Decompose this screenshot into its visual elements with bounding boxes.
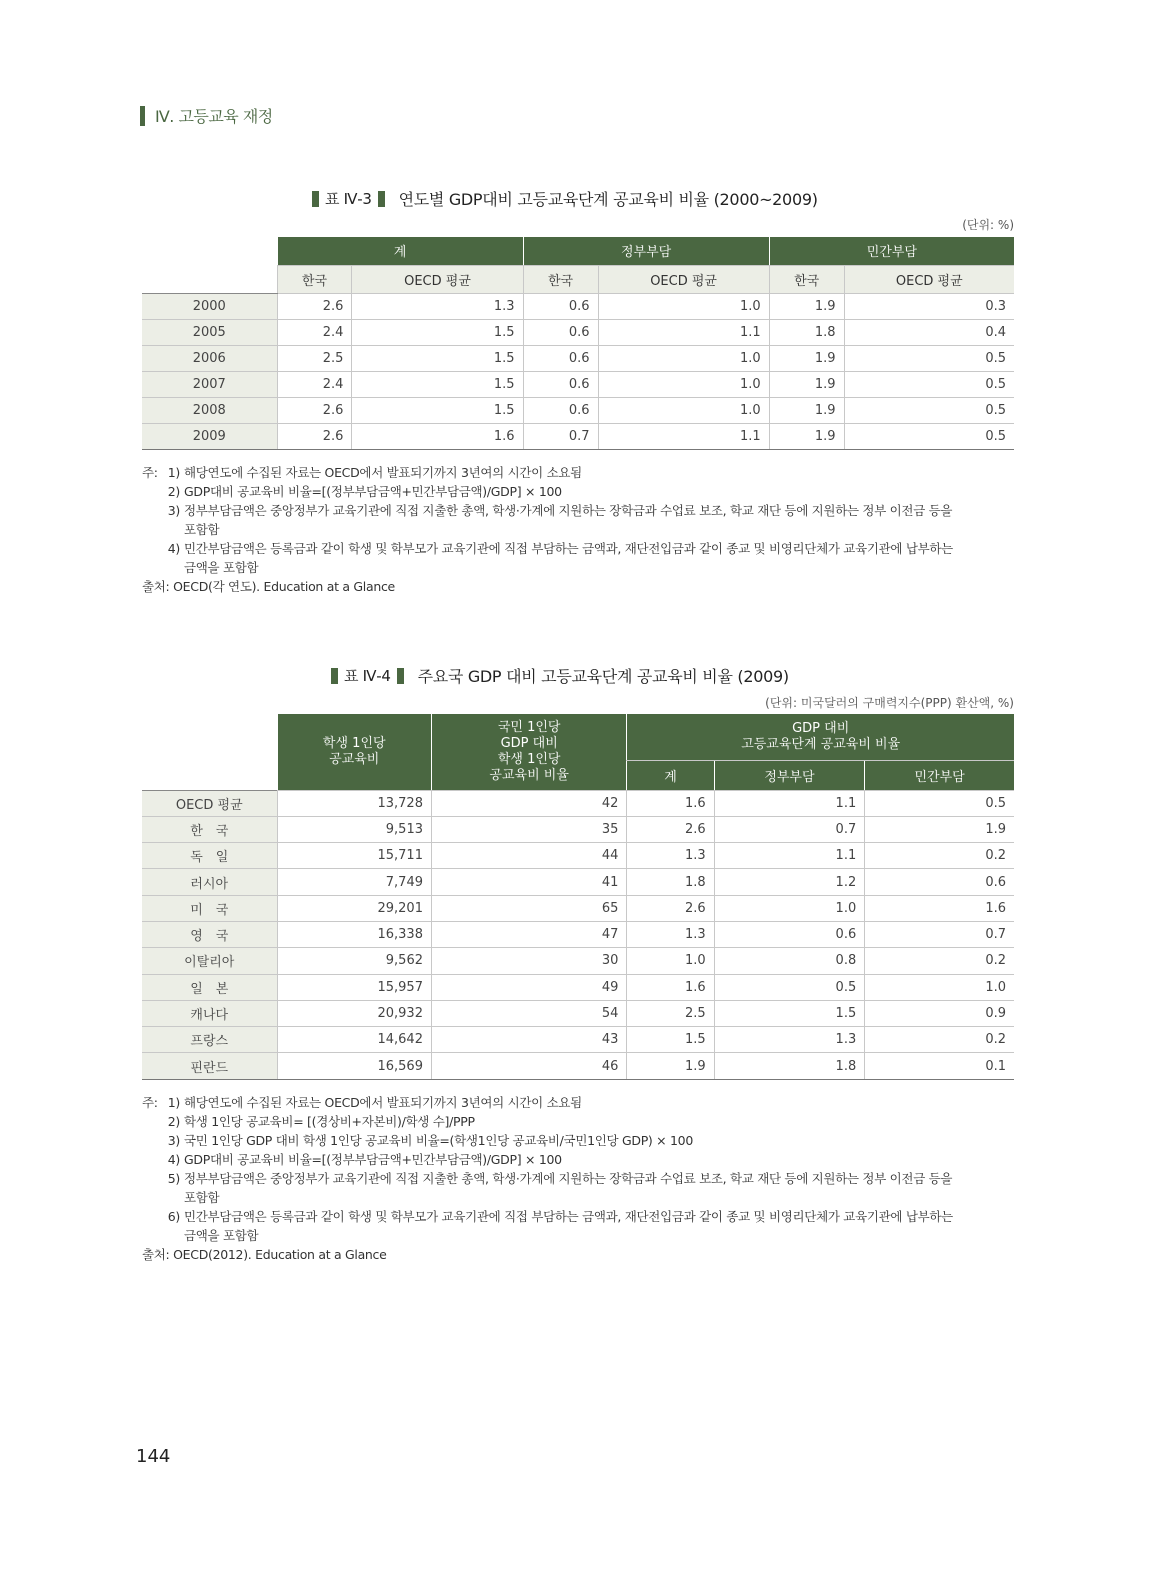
source-note: 출처: OECD(2012). Education at a Glance bbox=[142, 1247, 387, 1262]
table-cell: 1.1 bbox=[598, 319, 769, 345]
table-cell: 1.6 bbox=[627, 974, 714, 1000]
footnote-text: GDP대비 공교육비 비율=[(정부부담금액+민간부담금액)/GDP] × 100 bbox=[184, 484, 562, 499]
table-row bbox=[142, 1000, 1014, 1026]
page-number: 144 bbox=[136, 1446, 171, 1467]
table-cell: 2.5 bbox=[627, 1000, 714, 1026]
table-cell: 1.5 bbox=[352, 319, 523, 345]
table-cell: 1.9 bbox=[769, 423, 844, 449]
footnote-number: 6) bbox=[167, 1209, 180, 1224]
table-cell: 2.6 bbox=[277, 397, 352, 423]
footnote-number: 4) bbox=[167, 1152, 180, 1167]
table-cell: 0.2 bbox=[865, 843, 1014, 869]
table-cell: 0.8 bbox=[714, 948, 865, 974]
table-cell: 46 bbox=[431, 1053, 626, 1079]
footnote bbox=[142, 482, 1014, 501]
table1-subheader: 한국 bbox=[769, 265, 844, 293]
table-cell: 15,957 bbox=[277, 974, 431, 1000]
footnote-number: 3) bbox=[167, 1133, 180, 1148]
footnote bbox=[142, 1112, 1014, 1131]
table-cell: 44 bbox=[431, 843, 626, 869]
footnote-prefix bbox=[142, 1150, 164, 1169]
table-cell: 2.4 bbox=[277, 371, 352, 397]
table-cell: 1.0 bbox=[598, 293, 769, 319]
footnote-text: 학생 1인당 공교육비= [(경상비+자본비)/학생 수]/PPP bbox=[184, 1114, 475, 1129]
table-cell: 0.3 bbox=[844, 293, 1014, 319]
table2-group-header: GDP 대비 고등교육단계 공교육비 비율 bbox=[627, 714, 1014, 760]
table-cell: 1.3 bbox=[627, 921, 714, 947]
table2-label: 표 Ⅳ-4 bbox=[344, 667, 391, 685]
table-cell: 1.5 bbox=[714, 1000, 865, 1026]
table-row bbox=[142, 948, 1014, 974]
row-label: 독 일 bbox=[142, 843, 277, 869]
table2-col-ratio-gdp: 국민 1인당 GDP 대비 학생 1인당 공교육비 비율 bbox=[431, 714, 626, 790]
table1-unit: (단위: %) bbox=[962, 218, 1014, 232]
table-cell: 1.3 bbox=[627, 843, 714, 869]
table1-corner bbox=[142, 237, 277, 265]
section-header bbox=[140, 104, 273, 127]
table-cell: 1.0 bbox=[598, 345, 769, 371]
table-row bbox=[142, 371, 1014, 397]
table-cell: 1.6 bbox=[352, 423, 523, 449]
row-label: OECD 평균 bbox=[142, 790, 277, 816]
table-cell: 1.5 bbox=[627, 1027, 714, 1053]
footnote-text: 민간부담금액은 등록금과 같이 학생 및 학부모가 교육기관에 직접 부담하는 금액과, 재단전입금과 같이 종교 및 비영리단체가 교육기관에 납부하는 bbox=[184, 1209, 953, 1224]
table-row bbox=[142, 319, 1014, 345]
table-row bbox=[142, 397, 1014, 423]
row-label: 미 국 bbox=[142, 895, 277, 921]
row-label: 핀란드 bbox=[142, 1053, 277, 1079]
footnote-text: 해당연도에 수집된 자료는 OECD에서 발표되기까지 3년여의 시간이 소요됨 bbox=[184, 1095, 582, 1110]
footnote-prefix bbox=[142, 501, 164, 520]
table-cell: 0.2 bbox=[865, 948, 1014, 974]
table-cell: 16,338 bbox=[277, 921, 431, 947]
table-cell: 16,569 bbox=[277, 1053, 431, 1079]
table-cell: 1.2 bbox=[714, 869, 865, 895]
table-row bbox=[142, 1053, 1014, 1079]
footnote-continuation: 금액을 포함함 bbox=[184, 1228, 259, 1243]
table-cell: 1.0 bbox=[598, 397, 769, 423]
table-cell: 2.6 bbox=[627, 895, 714, 921]
table-cell: 41 bbox=[431, 869, 626, 895]
table-cell: 9,562 bbox=[277, 948, 431, 974]
table-cell: 0.7 bbox=[714, 816, 865, 842]
table-cell: 1.5 bbox=[352, 371, 523, 397]
footnote bbox=[142, 1093, 1014, 1112]
table-row bbox=[142, 423, 1014, 449]
table-cell: 1.6 bbox=[865, 895, 1014, 921]
table-cell: 65 bbox=[431, 895, 626, 921]
table-cell: 43 bbox=[431, 1027, 626, 1053]
footnote-text: 정부부담금액은 중앙정부가 교육기관에 직접 지출한 총액, 학생·가계에 지원하는 장학금과 수업료 보조, 학교 재단 등에 지원하는 정부 이전금 등을 bbox=[184, 1171, 953, 1186]
table-cell: 1.0 bbox=[598, 371, 769, 397]
table-cell: 0.5 bbox=[844, 397, 1014, 423]
table-cell: 15,711 bbox=[277, 843, 431, 869]
table-cell: 2.6 bbox=[627, 816, 714, 842]
footnote-prefix bbox=[142, 1131, 164, 1150]
title-marker-right bbox=[378, 191, 385, 207]
table1-corner bbox=[142, 265, 277, 293]
table-cell: 1.0 bbox=[865, 974, 1014, 1000]
table1-subheader: OECD 평균 bbox=[598, 265, 769, 293]
table-cell: 1.9 bbox=[769, 371, 844, 397]
footnote-number: 2) bbox=[167, 1114, 180, 1129]
footnote bbox=[142, 1207, 1014, 1226]
table1-subheader: 한국 bbox=[523, 265, 598, 293]
table-row bbox=[142, 790, 1014, 816]
footnote-prefix bbox=[142, 539, 164, 558]
table-cell: 1.3 bbox=[352, 293, 523, 319]
table-row bbox=[142, 921, 1014, 947]
table-cell: 0.6 bbox=[523, 319, 598, 345]
footnote-number: 4) bbox=[167, 541, 180, 556]
table-cell: 1.9 bbox=[769, 397, 844, 423]
footnote-number: 5) bbox=[167, 1171, 180, 1186]
table2-subheader: 정부부담 bbox=[714, 760, 865, 790]
table-cell: 2.5 bbox=[277, 345, 352, 371]
table-row bbox=[142, 1027, 1014, 1053]
table-cell: 0.6 bbox=[865, 869, 1014, 895]
table-cell: 0.6 bbox=[523, 397, 598, 423]
row-label: 프랑스 bbox=[142, 1027, 277, 1053]
footnote-text: 국민 1인당 GDP 대비 학생 1인당 공교육비 비율=(학생1인당 공교육비/국민1인당 GDP) × 100 bbox=[184, 1133, 693, 1148]
row-label: 2000 bbox=[142, 293, 277, 319]
table1-subheader: OECD 평균 bbox=[352, 265, 523, 293]
table-cell: 1.5 bbox=[352, 397, 523, 423]
table1-subheader: 한국 bbox=[277, 265, 352, 293]
table-cell: 1.8 bbox=[714, 1053, 865, 1079]
table-row bbox=[142, 843, 1014, 869]
footnote-prefix bbox=[142, 482, 164, 501]
table-cell: 13,728 bbox=[277, 790, 431, 816]
table-cell: 1.6 bbox=[627, 790, 714, 816]
table-cell: 1.9 bbox=[769, 345, 844, 371]
table-cell: 20,932 bbox=[277, 1000, 431, 1026]
footnote-prefix bbox=[142, 1207, 164, 1226]
title-marker-right bbox=[397, 668, 404, 684]
row-label: 캐나다 bbox=[142, 1000, 277, 1026]
row-label: 2009 bbox=[142, 423, 277, 449]
title-marker-left bbox=[331, 668, 338, 684]
footnote-number: 2) bbox=[167, 484, 180, 499]
table-cell: 1.9 bbox=[865, 816, 1014, 842]
row-label: 이탈리아 bbox=[142, 948, 277, 974]
footnote-text: 정부부담금액은 중앙정부가 교육기관에 직접 지출한 총액, 학생·가계에 지원하는 장학금과 수업료 보조, 학교 재단 등에 지원하는 정부 이전금 등을 bbox=[184, 503, 953, 518]
footnote bbox=[142, 1169, 1014, 1188]
table2-notes bbox=[142, 1093, 1014, 1264]
row-label: 2008 bbox=[142, 397, 277, 423]
source-note: 출처: OECD(각 연도). Education at a Glance bbox=[142, 579, 395, 594]
footnote-prefix: 주: bbox=[142, 1095, 158, 1110]
table-cell: 0.6 bbox=[523, 371, 598, 397]
table-cell: 0.6 bbox=[523, 293, 598, 319]
footnote-prefix bbox=[142, 1112, 164, 1131]
table-cell: 0.4 bbox=[844, 319, 1014, 345]
row-label: 영 국 bbox=[142, 921, 277, 947]
footnote-continuation: 금액을 포함함 bbox=[184, 560, 259, 575]
table2-unit: (단위: 미국달러의 구매력지수(PPP) 환산액, %) bbox=[765, 696, 1014, 710]
table-row bbox=[142, 974, 1014, 1000]
row-label: 2007 bbox=[142, 371, 277, 397]
table-cell: 1.9 bbox=[769, 293, 844, 319]
footnote-number: 1) bbox=[167, 1095, 180, 1110]
table-cell: 35 bbox=[431, 816, 626, 842]
table-cell: 0.2 bbox=[865, 1027, 1014, 1053]
footnote-prefix: 주: bbox=[142, 465, 158, 480]
table1-title-text: 연도별 GDP대비 고등교육단계 공교육비 비율 (2000~2009) bbox=[398, 190, 818, 209]
footnote-text: GDP대비 공교육비 비율=[(정부부담금액+민간부담금액)/GDP] × 100 bbox=[184, 1152, 562, 1167]
footnote-text: 해당연도에 수집된 자료는 OECD에서 발표되기까지 3년여의 시간이 소요됨 bbox=[184, 465, 582, 480]
table-row bbox=[142, 869, 1014, 895]
table2 bbox=[142, 714, 1014, 1080]
table-cell: 0.5 bbox=[844, 345, 1014, 371]
table-cell: 30 bbox=[431, 948, 626, 974]
table-cell: 54 bbox=[431, 1000, 626, 1026]
table-cell: 0.7 bbox=[523, 423, 598, 449]
table2-corner bbox=[142, 760, 277, 790]
table-cell: 0.5 bbox=[865, 790, 1014, 816]
table-cell: 1.5 bbox=[352, 345, 523, 371]
table-row bbox=[142, 345, 1014, 371]
table1 bbox=[142, 237, 1014, 450]
table-cell: 0.1 bbox=[865, 1053, 1014, 1079]
table-cell: 7,749 bbox=[277, 869, 431, 895]
row-label: 한 국 bbox=[142, 816, 277, 842]
footnote-text: 민간부담금액은 등록금과 같이 학생 및 학부모가 교육기관에 직접 부담하는 금액과, 재단전입금과 같이 종교 및 비영리단체가 교육기관에 납부하는 bbox=[184, 541, 953, 556]
table-cell: 1.9 bbox=[627, 1053, 714, 1079]
table-cell: 2.6 bbox=[277, 293, 352, 319]
table-cell: 0.5 bbox=[844, 423, 1014, 449]
table-cell: 0.6 bbox=[714, 921, 865, 947]
table-row bbox=[142, 895, 1014, 921]
table-cell: 2.4 bbox=[277, 319, 352, 345]
footnote bbox=[142, 1131, 1014, 1150]
table1-group-header: 민간부담 bbox=[769, 237, 1014, 265]
table-cell: 1.1 bbox=[598, 423, 769, 449]
table-cell: 1.1 bbox=[714, 790, 865, 816]
footnote-number: 3) bbox=[167, 503, 180, 518]
table1-notes bbox=[142, 463, 1014, 596]
table-cell: 1.8 bbox=[769, 319, 844, 345]
table2-subheader: 계 bbox=[627, 760, 714, 790]
table-cell: 0.5 bbox=[714, 974, 865, 1000]
footnote-continuation: 포함함 bbox=[184, 1190, 220, 1205]
table1-title bbox=[312, 187, 818, 210]
table1-label: 표 Ⅳ-3 bbox=[325, 190, 372, 208]
table-cell: 42 bbox=[431, 790, 626, 816]
footnote bbox=[142, 463, 1014, 482]
table-cell: 0.7 bbox=[865, 921, 1014, 947]
row-label: 2005 bbox=[142, 319, 277, 345]
table-cell: 1.8 bbox=[627, 869, 714, 895]
table-row bbox=[142, 293, 1014, 319]
section-title: Ⅳ. 고등교육 재정 bbox=[155, 107, 273, 126]
table2-col-per-student: 학생 1인당 공교육비 bbox=[277, 714, 431, 790]
row-label: 일 본 bbox=[142, 974, 277, 1000]
footnote-number: 1) bbox=[167, 465, 180, 480]
footnote bbox=[142, 539, 1014, 558]
row-label: 2006 bbox=[142, 345, 277, 371]
table2-subheader: 민간부담 bbox=[865, 760, 1014, 790]
footnote bbox=[142, 1150, 1014, 1169]
footnote bbox=[142, 501, 1014, 520]
table-cell: 1.0 bbox=[627, 948, 714, 974]
table-cell: 47 bbox=[431, 921, 626, 947]
table-cell: 1.0 bbox=[714, 895, 865, 921]
table1-group-header: 계 bbox=[277, 237, 523, 265]
table1-group-header: 정부부담 bbox=[523, 237, 769, 265]
table2-corner bbox=[142, 714, 277, 760]
table-cell: 1.1 bbox=[714, 843, 865, 869]
table-cell: 0.9 bbox=[865, 1000, 1014, 1026]
table2-title-text: 주요국 GDP 대비 고등교육단계 공교육비 비율 (2009) bbox=[417, 667, 789, 686]
table-cell: 0.6 bbox=[523, 345, 598, 371]
title-marker-left bbox=[312, 191, 319, 207]
section-marker bbox=[140, 106, 145, 126]
table-cell: 9,513 bbox=[277, 816, 431, 842]
table2-title bbox=[331, 664, 789, 687]
footnote-prefix bbox=[142, 1169, 164, 1188]
table-cell: 29,201 bbox=[277, 895, 431, 921]
table-cell: 0.5 bbox=[844, 371, 1014, 397]
table-row bbox=[142, 816, 1014, 842]
footnote-continuation: 포함함 bbox=[184, 522, 220, 537]
table-cell: 2.6 bbox=[277, 423, 352, 449]
table-cell: 49 bbox=[431, 974, 626, 1000]
table1-subheader: OECD 평균 bbox=[844, 265, 1014, 293]
row-label: 러시아 bbox=[142, 869, 277, 895]
table-cell: 1.3 bbox=[714, 1027, 865, 1053]
table-cell: 14,642 bbox=[277, 1027, 431, 1053]
